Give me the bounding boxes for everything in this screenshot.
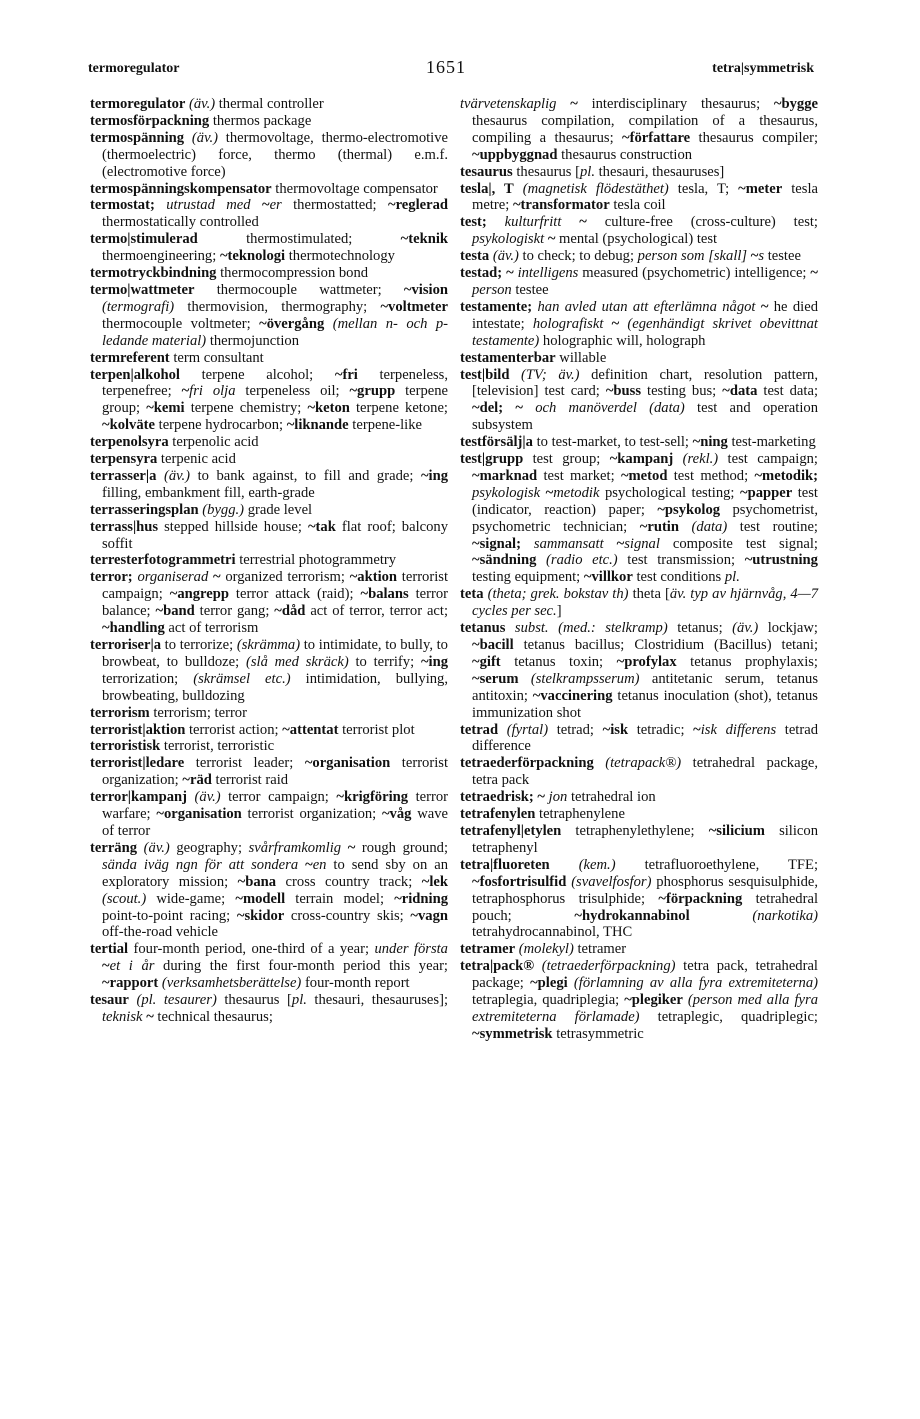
dictionary-entry: terpenolsyra terpenolic acid [90,434,259,451]
dictionary-entry: termosförpackning thermos package [90,112,312,129]
dictionary-entry: testamenterbar willable [460,349,607,366]
dictionary-entry: terrass|hus stepped hillside house; ~tak flat roof; balcony soffit [90,518,448,552]
dictionary-entry: tetrafenyl|etylen tetraphenylethylene; ~silicium silicon tetraphenyl [460,822,818,856]
right-guide-word: tetra|symmetrisk [712,61,814,76]
dictionary-entry: terror; organiserad ~ organized terrorism; ~aktion terrorist campaign; ~angrepp terror attack (raid); ~balans terror balance; ~band terror gang; ~dåd act of terror, terror act; ~handling act of terrorism [90,569,449,637]
dictionary-entry: terrasser|a (äv.) to bank against, to fill and grade; ~ing filling, embankment fill, earth-grade [90,467,448,501]
dictionary-entry: tvärvetenskaplig ~ interdisciplinary thesaurus; ~bygge thesaurus compilation, compilation of a thesaurus, compiling a thesaurus; ~författare thesaurus compiler; ~uppbyggnad thesaurus construction [460,96,818,163]
dictionary-entry: testamente; han avled utan att efterlämna något ~ he died intestate; holografiskt ~ (egenhändigt skrivet obevittnat testamente) holographic will, holograph [460,298,818,349]
dictionary-entry: terrasseringsplan (bygg.) grade level [90,501,313,518]
left-column [90,96,448,1026]
dictionary-entry: termospänningskompensator thermovoltage compensator [90,180,438,197]
dictionary-entry: tetramer (molekyl) tetramer [460,941,627,958]
right-column [460,96,818,1043]
dictionary-entry: termotryckbindning thermocompression bond [90,265,369,282]
dictionary-entry: tesaur (pl. tesaurer) thesaurus [pl. thesauri, thesauruses]; teknisk ~ technical thesaurus; [90,992,448,1025]
dictionary-entry: tetrafenylen tetraphenylene [460,806,625,823]
dictionary-entry: terrorist|aktion terrorist action; ~attentat terrorist plot [90,721,415,738]
dictionary-entry: tetraedrisk; ~ jon tetrahedral ion [460,789,656,806]
dictionary-entry: tertial four-month period, one-third of a year; under första ~et i år during the first four-month period this year; ~rapport (verksamhetsberättelse) four-month report [90,941,448,992]
page-header [88,57,814,83]
dictionary-entry: terror|kampanj (äv.) terror campaign; ~krigföring terror warfare; ~organisation terrorist organization; ~våg wave of terror [90,789,448,839]
dictionary-entry: terpensyra terpenic acid [90,451,236,468]
dictionary-entry: tetra|fluoreten (kem.) tetrafluoroethylene, TFE; ~fosfortrisulfid (svavelfosfor) phosphorus sesquisulphide, tetraphosphorus trisulphide; ~förpackning tetrahedral pouch; ~hydrokannabinol (narkotika) tetrahydrocannabinol, THC [460,856,818,941]
dictionary-entry: teta (theta; grek. bokstav th) theta [äv. typ av hjärnvåg, 4—7 cycles per sec.] [460,586,818,620]
dictionary-entry: terrorist|ledare terrorist leader; ~organisation terrorist organization; ~räd terrorist raid [90,755,448,789]
dictionary-entry: testa (äv.) to check; to debug; person som [skall] ~s testee [460,248,801,265]
dictionary-entry: terroristisk terrorist, terroristic [90,738,275,755]
dictionary-entry: test; kulturfritt ~ culture-free (cross-culture) test; psykologiskt ~ mental (psychological) test [460,214,818,248]
page-number: 1651 [426,57,466,77]
left-guide-word: termoregulator [88,61,180,76]
dictionary-entry: tetanus subst. (med.: stelkramp) tetanus; (äv.) lockjaw; ~bacill tetanus bacillus; Clostridium (Bacillus) tetani; ~gift tetanus toxin; ~profylax tetanus prophylaxis; ~serum (stelkrampsserum) antitetanic serum, tetanus antitoxin; ~vaccinering tetanus inoculation (shot), tetanus immunization shot [460,620,818,721]
dictionary-entry: terroriser|a to terrorize; (skrämma) to intimidate, to bully, to browbeat, to bulldoze; (slå med skräck) to terrify; ~ing terrorization; (skrämsel etc.) intimidation, bullying, browbeating, bulldozing [90,637,448,704]
dictionary-entry: termospänning (äv.) thermovoltage, thermo-electromotive (thermoelectric) force, thermo (thermal) e.m.f. (electromotive force) [90,129,448,180]
dictionary-entry: termostat; utrustad med ~er thermostatted; ~reglerad thermostatically controlled [90,197,448,231]
dictionary-entry: termo|wattmeter thermocouple wattmeter; ~vision (termografi) thermovision, thermography; ~voltmeter thermocouple voltmeter; ~övergång (mellan n- och p-ledande material) thermojunction [90,281,449,349]
dictionary-entry: terresterfotogrammetri terrestrial photogrammetry [90,552,397,569]
dictionary-entry: terrorism terrorism; terror [90,704,247,721]
dictionary-entry: tetra|pack® (tetraederförpackning) tetra pack, tetrahedral package; ~plegi (förlamning av alla fyra extremiteterna) tetraplegia, quadriplegia; ~plegiker (person med alla fyra extremiteterna förlamade) tetraplegic, quadriplegic; ~symmetrisk tetrasymmetric [460,958,818,1042]
dictionary-entry: test|bild (TV; äv.) definition chart, resolution pattern, [television] test card; ~buss testing bus; ~data test data; ~del; ~ och manöverdel (data) test and operation subsystem [460,366,819,434]
dictionary-entry: tetrad (fyrtal) tetrad; ~isk tetradic; ~isk differens tetrad difference [460,721,818,755]
dictionary-entry: testad; ~ intelligens measured (psychometric) intelligence; ~ person testee [460,265,818,298]
dictionary-entry: test|grupp test group; ~kampanj (rekl.) test campaign; ~marknad test market; ~metod test method; ~metodik; psykologisk ~metodik psychological testing; ~papper test (indicator, reaction) paper; ~psykolog psychometrist, psychometric technician; ~rutin (data) test routine; ~signal; sammansatt ~signal composite test signal; ~sändning (radio etc.) test transmission; ~utrustning testing equipment; ~villkor test conditions pl. [460,451,818,586]
dictionary-entry: termreferent term consultant [90,349,264,366]
dictionary-entry: tesla|, T (magnetisk flödestäthet) tesla, T; ~meter tesla metre; ~transformator tesla coil [460,180,818,214]
dictionary-entry: termo|stimulerad thermostimulated; ~teknik thermoengineering; ~teknologi thermotechnology [90,231,448,265]
dictionary-entry: tesaurus thesaurus [pl. thesauri, thesauruses] [460,163,725,180]
dictionary-entry: terräng (äv.) geography; svårframkomlig ~ rough ground; sända iväg ngn för att sondera ~en to send sby on an exploratory mission; ~bana cross country track; ~lek (scout.) wide-game; ~modell terrain model; ~ridning point-to-point racing; ~skidor cross-country skis; ~vagn off-the-road vehicle [90,839,449,941]
dictionary-entry: termoregulator (äv.) thermal controller [90,96,324,112]
dictionary-entry: testförsälj|a to test-market, to test-sell; ~ning test-marketing [460,434,816,451]
dictionary-entry: tetraederförpackning (tetrapack®) tetrahedral package, tetra pack [460,755,818,789]
dictionary-entry: terpen|alkohol terpene alcohol; ~fri terpeneless, terpenefree; ~fri olja terpeneless oil; ~grupp terpene group; ~kemi terpene chemistry; ~keton terpene ketone; ~kolväte terpene hydrocarbon; ~liknande terpene-like [90,366,449,434]
